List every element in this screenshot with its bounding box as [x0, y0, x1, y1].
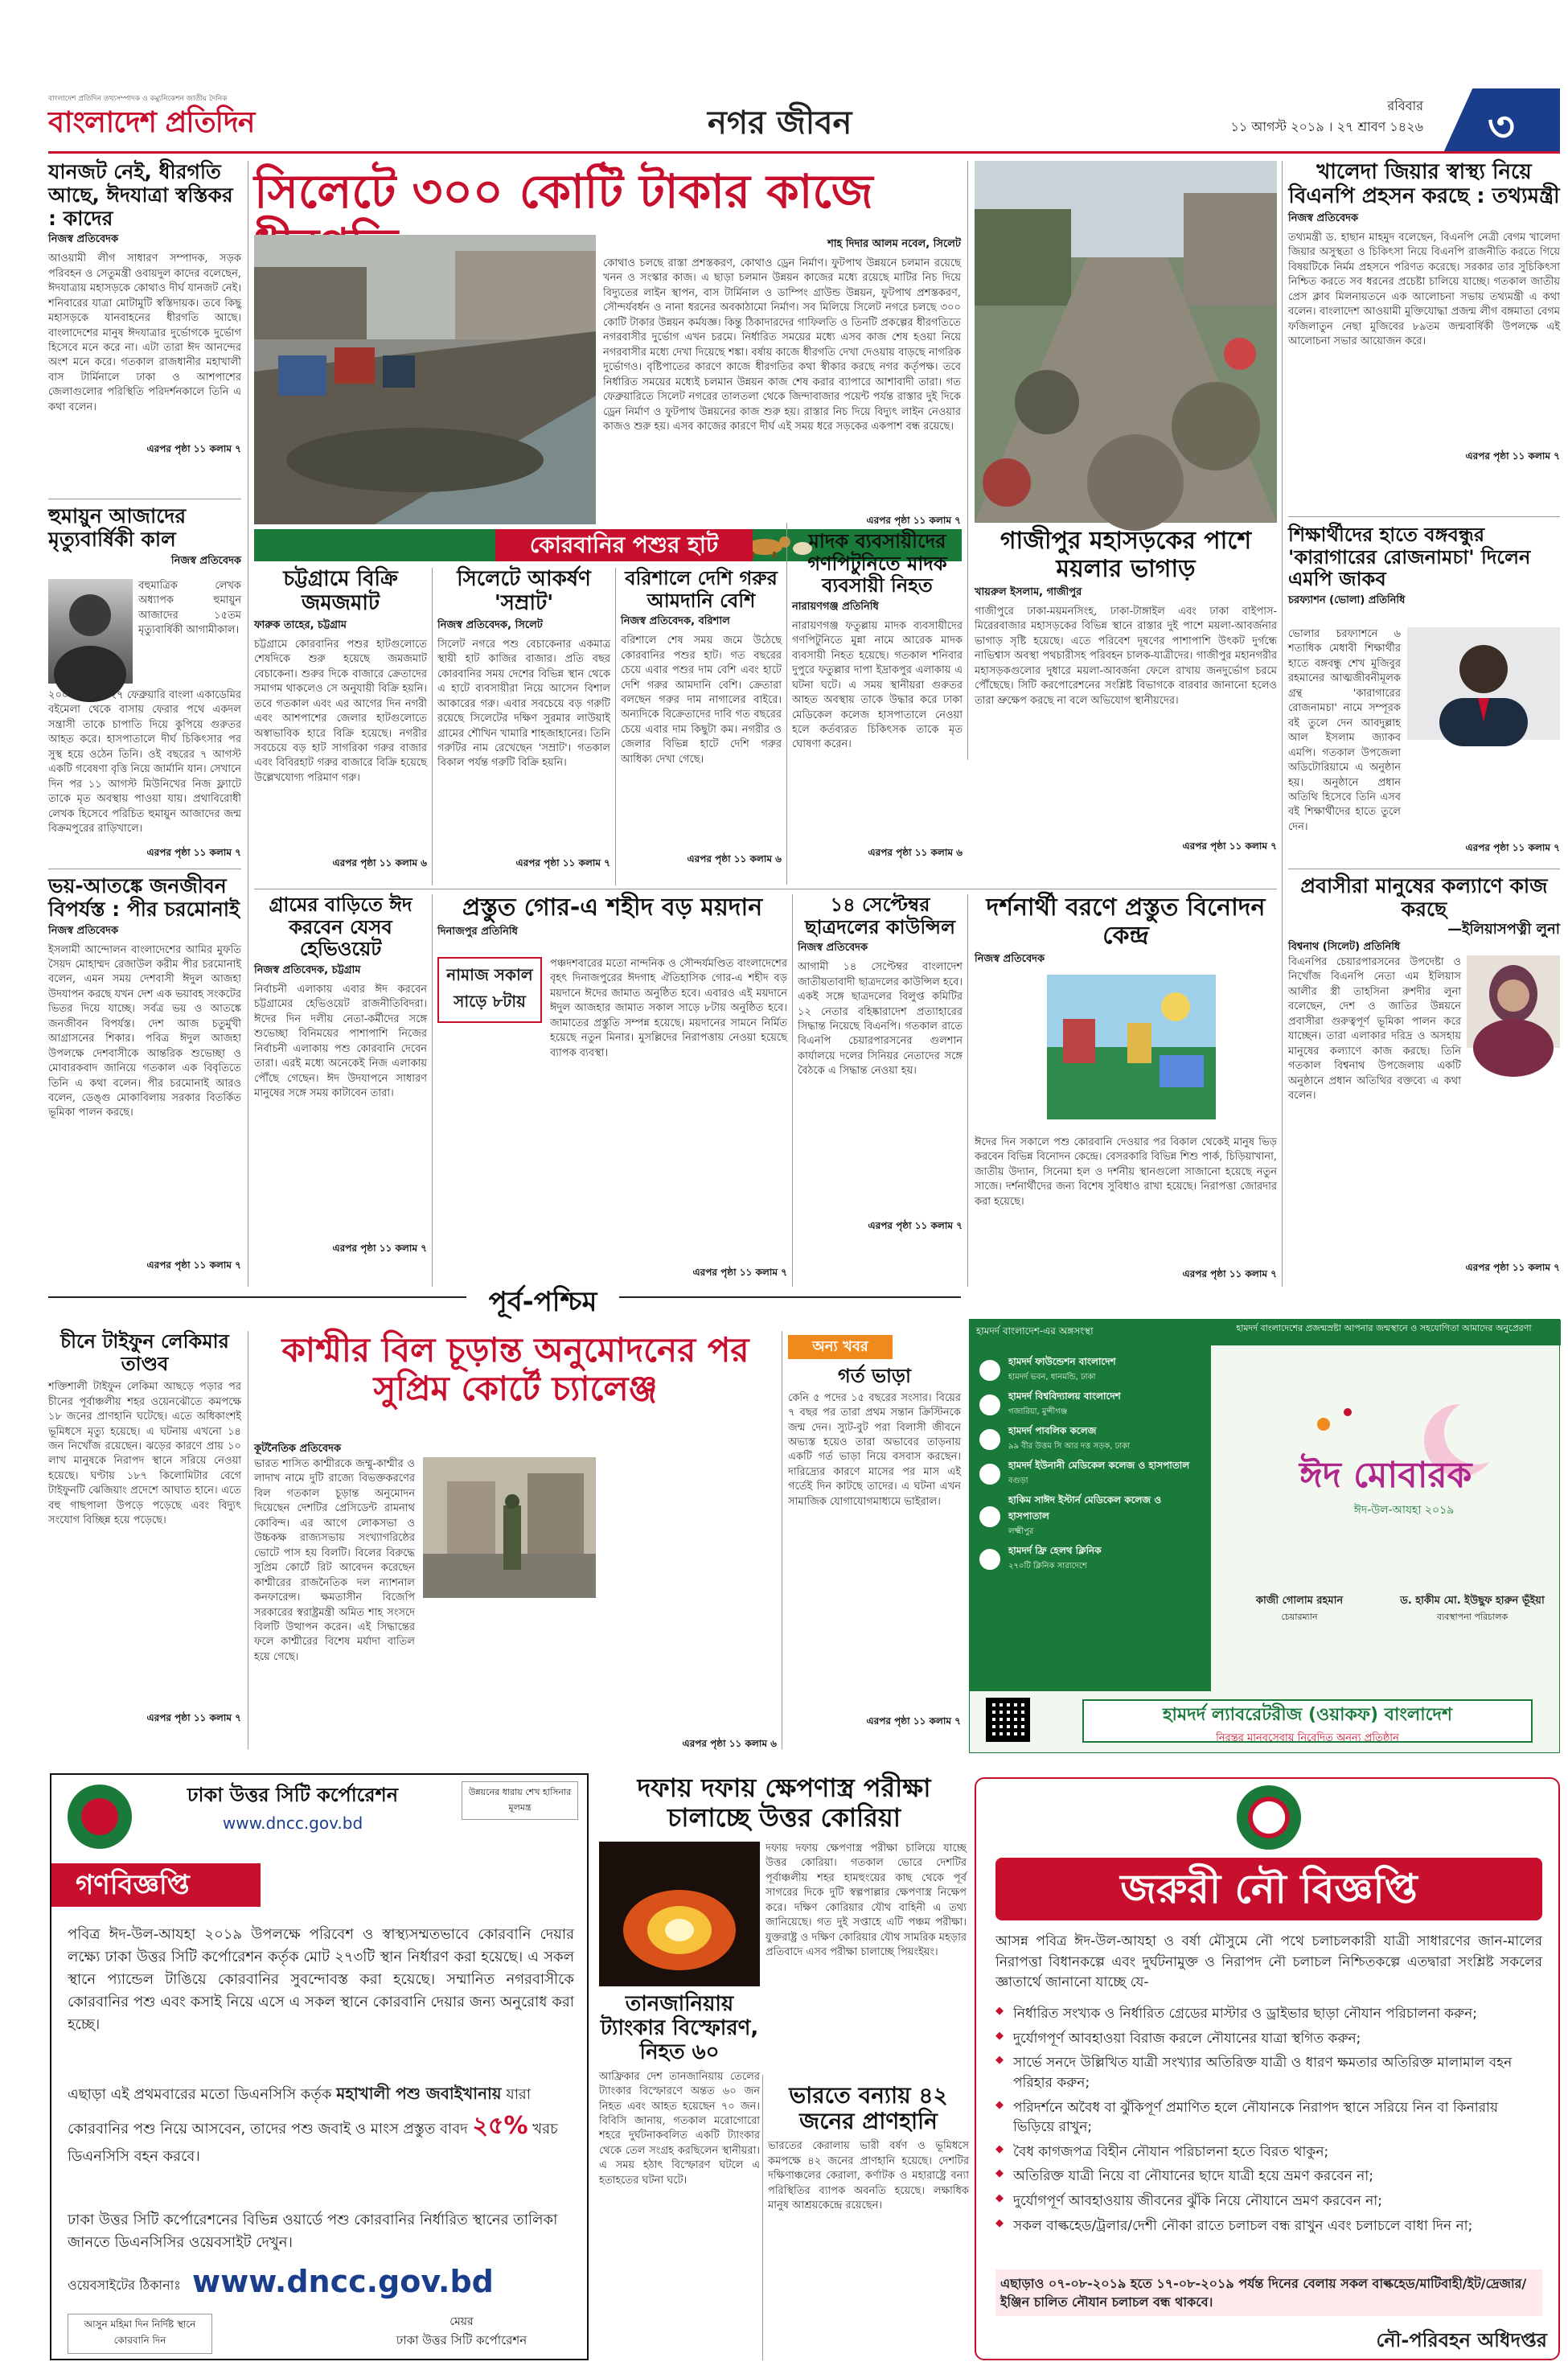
hamdard-logo-icon [978, 1358, 1002, 1382]
kashmir-headline: কাশ্মীর বিল চূড়ান্ত অনুমোদনের পর সুপ্রিম কোর্টে চ্যালেঞ্জ [281, 1330, 749, 1409]
headline: সিলেটে আকর্ষণ 'সম্রাট' [457, 567, 591, 615]
photo-caption: বহুমাত্রিক লেখক অধ্যাপক হুমায়ুন আজাদের ১৫তম মৃত্যুবার্ষিকী আগামীকাল। [138, 580, 241, 637]
gazipur-photo [975, 161, 1277, 523]
dncc-ad [50, 1773, 589, 2360]
continuation: এরপর পৃষ্ঠা ১১ কলাম ৭ [1465, 1262, 1560, 1273]
masthead-tagline: বাংলাদেশ প্রতিদিন তথ্যসম্পাদক ও কম্যুনিকেশন জাতীয় দৈনিক [48, 95, 228, 103]
article-body: শক্তিশালী টাইফুন লেকিমা আছড়ে পড়ার পর চীনের পূর্বাঞ্চলীয় শহর ওয়েনঝৌতে কমপক্ষে ১৮ জনের প্রাণহানি ঘটেছে। এতে অধিকাংশই ভূমিধসে মৃত্যু হয়েছে। এ ঘটনায় এখনো ১৪ জন নিখোঁজ রয়েছেন। ঝড়ের কারণে প্রায় ১০ লাখ মানুষকে নিরাপদ স্থানে সরিয়ে নেওয়া হয়েছে। ঘণ্টায় ১৮৭ কিলোমিটার বেগে টাইফুনটি ঝেজিয়াং প্রদেশে আঘাত হানে। এতে বহু গাছপালা উপড়ে পড়েছে এবং বিদ্যুৎ সংযোগ বিচ্ছিন্ন হয়ে পড়েছে। [48, 1381, 241, 1527]
nou-notice-ad [975, 1777, 1560, 2360]
dncc-site-link[interactable]: www.dncc.gov.bd [192, 2264, 494, 2299]
headline: গাজীপুর মহাসড়কের পাশে ময়লার ভাগাড় [999, 527, 1252, 583]
article-garta [788, 1366, 961, 1752]
article-body: আফ্রিকার দেশ তানজানিয়ায় তেলের ট্যাংকার বিস্ফোরণে অন্তত ৬০ জন নিহত এবং আহত হয়েছেন ৭০ জন। বিবিসি জানায়, গতকাল মরোগোরো শহরে দুর্ঘটনাকবলিত একটি ট্যাংকার থেকে তেল সংগ্রহ করছিলেন স্থানীয়রা। এ সময় হঠাৎ বিস্ফোরণ ঘটলে এ হতাহতের ঘটনা ঘটে। [599, 2070, 760, 2187]
hamdard-logo-icon [978, 1462, 1002, 1486]
institution-item: হামদর্দ ফ্রি হেলথ ক্লিনিক ২৭০টি ক্লিনিক সারাদেশে [978, 1544, 1203, 1574]
article-flood [768, 2083, 969, 2360]
continuation: এরপর পৃষ্ঠা ১১ কলাম ৭ [866, 1715, 961, 1727]
headline: মাদক ব্যবসায়ীদের গণপিটুনিতে মাদক ব্যবসায়ী নিহত [807, 530, 947, 598]
article-body: নারায়ণগঞ্জ ফতুল্লায় মাদক ব্যবসায়ীদের গণপিটুনিতে মুন্না নামে আরেক মাদক ব্যবসায়ী নিহত হয়েছে। গতকাল শনিবার দুপুরে ফতুল্লার দাপা ইদ্রাকপুর এলাকায় এ ঘটনা ঘটে। এ সময় স্থানীয়রা গুরুতর আহত অবস্থায় তাকে উদ্ধার করে ঢাকা মেডিকেল কলেজ হাসপাতালে নেওয়া হলে কর্তব্যরত চিকিৎসক তাকে মৃত ঘোষণা করেন। [792, 619, 963, 751]
nou-rules-list [995, 2004, 1542, 2241]
signatory-2: ড. হাকীম মো. ইউছুফ হারুন ভূঁইয়া ব্যবস্থাপনা পরিচালক [1400, 1595, 1545, 1622]
continuation: এরপর পৃষ্ঠা ১১ কলাম ৭ [146, 1259, 241, 1271]
masthead-logo: বাংলাদেশ প্রতিদিন [48, 106, 255, 139]
dncc-org: ঢাকা উত্তর সিটি কর্পোরেশন [187, 1784, 399, 1806]
dncc-paragraph-2: এছাড়া এই প্রথমবারের মতো ডিএনসিসি কর্তৃক মহাখালী পশু জবাইখানায় যারা কোরবানির পশু নিয়ে আসবেন, তাদের পশু জবাই ও মাংস প্রস্তুত বাবদ ২৫% খরচ ডিএনসিসি বহন করবে। [68, 2084, 558, 2165]
kashmir-photo [423, 1457, 596, 1598]
continuation: এরপর পৃষ্ঠা ১১ কলাম ৭ [1182, 1268, 1277, 1279]
hamdard-logo-icon [978, 1505, 1002, 1529]
continuation: এরপর পৃষ্ঠা ১১ কলাম ৭ [1465, 842, 1560, 853]
jacob-photo [1407, 627, 1560, 740]
headline: ১৪ সেপ্টেম্বর ছাত্রদলের কাউন্সিল [805, 893, 955, 939]
headline: প্রস্তুত গোর-এ শহীদ বড় ময়দান [462, 893, 763, 922]
byline: নিজস্ব প্রতিবেদক, সিলেট [437, 618, 543, 631]
park-photo [1047, 975, 1216, 1119]
nou-intro: আসন্ন পবিত্র ঈদ-উল-আযহা ও বর্ষা মৌসুমে নৌ পথে চলাচলকারী যাত্রী সাধারণের জান-মালের নিরাপত্তা বিধানকল্পে এবং দুর্ঘটনামুক্ত ও নিরাপদ নৌ চলাচল নিশ্চিতকল্পে এতদ্বারা সংশ্লিষ্ট সকলের জ্ঞাতার্থে জানানো যাচ্ছে যে- [995, 1933, 1542, 1990]
article-jacob [1288, 524, 1560, 862]
signatory-1: কাজী গোলাম রহমান চেয়ারম্যান [1255, 1595, 1344, 1622]
article-body: কেনি ৫ পদের ১৫ বছরের সংসার। বিয়ের ৭ বছর পর তারা প্রথম সন্তান ক্রিস্টিনকে জন্ম দেন। স্যুট-বুট পরা বিলাসী জীবনে অভ্যস্ত হয়েও তারা অভাবের তাড়নায় একটি গর্ত ভাড়া নিয়ে বসবাস করছেন। দারিদ্র্যের কারণে মাসের পর মাস এই গর্তেই দিন কাটছে তাদের। এ ঘটনা এখন সামাজিক যোগাযোগমাধ্যমে ভাইরাল। [788, 1391, 961, 1508]
article-body: বিএনপির চেয়ারপারসনের উপদেষ্টা ও নিখোঁজ বিএনপি নেতা এম ইলিয়াস আলীর স্ত্রী তাহসিনা রুশদীর লুনা বলেছেন, দেশ ও জাতির উন্নয়নে প্রবাসীরা গুরুত্বপূর্ণ ভূমিকা পালন করে যাচ্ছেন। তারা এলাকার দরিদ্র ও অসহায় মানুষের কল্যাণে কাজ করছে। তিনি গতকাল বিশ্বনাথ উপজেলায় একটি অনুষ্ঠানে প্রধান অতিথির বক্তব্যে এ কথা বলেন। [1288, 956, 1461, 1103]
nou-signatory: নৌ-পরিবহন অধিদপ্তর [1376, 2329, 1547, 2351]
headline: যানজট নেই, ধীরগতি আছে, ঈদযাত্রা স্বস্তিকর : কাদের [48, 160, 233, 230]
article-chhatradal [798, 894, 963, 1287]
byline: নিজস্ব প্রতিবেদক [48, 924, 119, 937]
section-title: নগর জীবন [708, 105, 852, 142]
institution-item: হাকিম সাঈদ ইস্টার্ন মেডিকেল কলেজ ও হাসপাতাল লক্ষ্মীপুর [978, 1493, 1203, 1539]
banner-label: কোরবানির পশুর হাট [495, 529, 753, 561]
institution-item: হামদর্দ ফাউন্ডেশন বাংলাদেশ হামদর্দ ভবন, ধানমন্ডি, ঢাকা [978, 1355, 1203, 1385]
continuation: এরপর পৃষ্ঠা ১১ কলাম ৭ [146, 443, 241, 455]
byline: দিনাজপুর প্রতিনিধি [437, 925, 518, 938]
eid-sub-text: ঈদ-উল-আযহা ২০১৯ [1353, 1504, 1455, 1517]
article-body: আগামী ১৪ সেপ্টেম্বর বাংলাদেশ জাতীয়তাবাদী ছাত্রদলের কাউন্সিল হবে। একই সঙ্গে ছাত্রদলের বিলুপ্ত কমিটির ১২ নেতার বহিষ্কারাদেশ প্রত্যাহারের সিদ্ধান্ত নিয়েছে বিএনপি। গতকাল রাতে বিএনপি চেয়ারপারসনের গুলশান কার্যালয়ে দলের সিনিয়র নেতাদের সঙ্গে বৈঠকে এ সিদ্ধান্ত নেওয়া হয়। [798, 961, 963, 1078]
headline: খালেদা জিয়ার স্বাস্থ্য নিয়ে বিএনপি প্রহসন করছে : তথ্যমন্ত্রী [1288, 160, 1560, 208]
byline: নিজস্ব প্রতিবেদক [1288, 212, 1359, 224]
lead-photo [254, 235, 596, 524]
section-label-purbo: পূর্ব-পশ্চিম [466, 1287, 619, 1318]
article-body-left: ভারত শাসিত কাশ্মীরকে জম্মু-কাশ্মীর ও লাদাখ নামে দুটি রাজ্যে বিভক্তকরণের বিল গতকাল চূড়ান্ত অনুমোদন দিয়েছেন দেশটির প্রেসিডেন্ট রামনাথ কোবিন্দ। এর আগে লোকসভা ও উচ্চকক্ষ রাজ্যসভায় সংখ্যাগরিষ্ঠের ভোটে পাস হয় বিলটি। বিলের বিরুদ্ধে সুপ্রিম কোর্টে রিট আবেদন করেছেন কাশ্মীরের রাজনৈতিক দল ন্যাশনাল কনফারেন্স। ক্ষমতাসীন বিজেপি সরকারের স্বরাষ্ট্রমন্ত্রী অমিত শাহ সংসদে বিলটি উত্থাপন করেন। এই সিদ্ধান্তের ফলে কাশ্মীরের বিশেষ মর্যাদা বাতিল হয়ে গেছে। [254, 1458, 415, 1663]
hamdard-institutions [970, 1345, 1211, 1691]
byline: বিশ্বনাথ (সিলেট) প্রতিনিধি [1288, 941, 1401, 954]
article-info-minister [1288, 161, 1560, 507]
eid-mubarak-text: ঈদ মোবারক [1299, 1455, 1472, 1496]
hamdard-logo-icon [978, 1427, 1002, 1452]
byline: কূটনৈতিক প্রতিবেদক [254, 1443, 342, 1455]
byline: নারায়ণগঞ্জ প্রতিনিধি [792, 600, 879, 613]
article-gor-e-shahid [437, 894, 787, 1287]
luna-photo [1467, 955, 1560, 1048]
headline: গ্রামের বাড়িতে ঈদ করবেন যেসব হেভিওয়েট [269, 893, 413, 961]
article-body: সিলেট নগরে পশু বেচাকেনার একমাত্র স্থায়ী হাট কাজির বাজার। প্রতি বছর কোরবানির সময় দেশের বিভিন্ন স্থান থেকে এ হাটে ব্যবসায়ীরা নিয়ে আসেন বিশাল আকারের গরু। এবার সবচেয়ে বড় গরুটি রয়েছে সিলেটের দক্ষিণ সুরমার লাউয়াই গ্রামের শৌখিন খামারি শাহজাহানের। তিনি গরুটির নাম রেখেছেন 'সম্রাট'। গতকাল বিকাল পর্যন্ত গরুটি বিক্রি হয়নি। [437, 638, 610, 770]
byline: খায়রুল ইসলাম, গাজীপুর [975, 586, 1082, 598]
article-body: ভারতের কেরালায় ভারী বর্ষণ ও ভূমিধসে কমপক্ষে ৪২ জনের প্রাণহানি হয়েছে। দেশটির দক্ষিণাঞ্চলের কেরালা, কর্ণাটক ও মহারাষ্ট্রে বন্যা পরিস্থিতির ব্যাপক অবনতি হয়েছে। লক্ষাধিক মানুষ আশ্রয়কেন্দ্রে রয়েছেন। [768, 2140, 969, 2212]
continuation: এরপর পৃষ্ঠা ১১ কলাম ৭ [515, 856, 610, 869]
list-item: ◆ সকল বাল্কহেড/ট্রলার/দেশী নৌকা রাতে চলাচল বন্ধ রাখুন এবং চলাচলে বাধা দিন না; [995, 2216, 1542, 2236]
masthead [48, 92, 1560, 149]
issue-date: ১১ আগস্ট ২০১৯ । ২৭ শ্রাবণ ১৪২৬ [1230, 119, 1423, 134]
dncc-footer-slogan: আসুন মহিমা দিন নির্দিষ্ট স্থানে কোরবানি দিন [68, 2314, 212, 2354]
article-body: ২০০৪ সালের ২৭ ফেব্রুয়ারি বাংলা একাডেমির বইমেলা থেকে বাসায় ফেরার পথে একদল সন্ত্রাসী তাকে চাপাতি দিয়ে কুপিয়ে গুরুতর আহত করে। হাসপাতালে দীর্ঘ চিকিৎসার পর সুস্থ হয়ে ওঠেন তিনি। ওই বছরের ৭ আগস্ট একটি গবেষণা বৃত্তি নিয়ে জার্মানি যান। সেখানে দিন পর ১১ আগস্ট মিউনিখের নিজ ফ্ল্যাটে তাকে মৃত অবস্থায় পাওয়া যায়। প্রথাবিরোধী লেখক হিসেবে পরিচিত হুমায়ুন আজাদের জন্ম বিক্রমপুরের রাড়িখালে। [48, 689, 241, 836]
headline: ভারতে বন্যায় ৪২ জনের প্রাণহানি [789, 2082, 948, 2135]
article-body: ভোলার চরফ্যাশনে ৬ শতাধিক মেধাবী শিক্ষার্থীর হাতে বঙ্গবন্ধু শেখ মুজিবুর রহমানের আত্মজীবনীমূলক গ্রন্থ 'কারাগারের রোজনামচা' নামে সম্পূরক বই তুলে দেন আবদুল্লাহ আল ইসলাম জ্যাকব এমপি। গতকাল উপজেলা অডিটোরিয়ামে এ অনুষ্ঠান হয়। অনুষ্ঠানে প্রধান অতিথি হিসেবে তিনি এসব বই শিক্ষার্থীদের হাতে তুলে দেন। [1288, 628, 1401, 833]
byline: নিজস্ব প্রতিবেদক, চট্টগ্রাম [254, 963, 361, 976]
headline: চীনে টাইফুন লেকিমার তাণ্ডব [60, 1330, 229, 1375]
article-body: গাজীপুরে ঢাকা-ময়মনসিংহ, ঢাকা-টাঙ্গাইল এবং ঢাকা বাইপাস-মিরেরবাজার মহাসড়কের বিভিন্ন স্থানে রাস্তার দুই পাশে ময়লা-আবর্জনার ভাগাড় সৃষ্টি হয়েছে। এতে পরিবেশ দূষণের পাশাপাশি উৎকট দুর্গন্ধে নাভিশ্বাস অবস্থা পথচারীসহ পরিবহন চালক-যাত্রীদের। গাজীপুর মহানগরীর মহাসড়কগুলোর দুধারে ময়লা-আবর্জনা ফেলে রাখায় জনদুর্ভোগ চরমে পৌঁছেছে। সিটি করপোরেশনের সংশ্লিষ্ট বিভাগকে বারবার জানানো হলেও তারা ভ্রুক্ষেপ করছে না বলে অভিযোগ স্থানীয়দের। [975, 606, 1277, 707]
lead-story [603, 235, 961, 524]
article-body: চট্টগ্রামে কোরবানির পশুর হাটগুলোতে শেষদিকে শুরু হয়েছে জমজমাট বেচাকেনা। শুরুর দিকে বাজারে ক্রেতাদের সমাগম থাকলেও সে অনুযায়ী বিক্রি হয়নি। তবে গতকাল এবং এর আগের দিন নগরী এবং আশপাশের জেলার হাটগুলোতে অস্বাভাবিক হারে বিক্রি হয়েছে। নগরীর সবচেয়ে বড় হাট সাগরিকা গরুর বাজার এবং বিবিরহাট গরুর বাজারে বিক্রি হয়েছে উল্লেখযোগ্য পরিমাণ গরু। [254, 638, 427, 784]
institution-item: হামদর্দ পাবলিক কলেজ ৯৯ বীর উত্তম সি আর দত্ত সড়ক, ঢাকা [978, 1424, 1203, 1454]
article-typhoon [48, 1331, 241, 1749]
article-kader [48, 161, 241, 495]
list-item: ◆ নির্ধারিত সংখ্যক ও নির্ধারিত গ্রেডের মাস্টার ও ড্রাইভার ছাড়া নৌযান পরিচালনা করুন; [995, 2004, 1542, 2024]
byline: নিজস্ব প্রতিবেদক, বরিশাল [621, 615, 730, 628]
issue-day: রবিবার [1387, 98, 1423, 113]
list-item: ◆ পরিদর্শনে অবৈধ বা ঝুঁকিপূর্ণ প্রমাণিত হলে নৌযানকে নিরাপদ স্থানে সরিয়ে নিন বা কিনারায় ভিড়িয়ে রাখুন; [995, 2098, 1542, 2138]
article-body: নির্বাচনী এলাকায় এবার ঈদ করবেন চট্টগ্রামের হেভিওয়েট রাজনীতিবিদরা। ঈদের দিন দলীয় নেতা-কর্মীদের সঙ্গে শুভেচ্ছা বিনিময়ের পাশাপাশি নিজের নির্বাচনী এলাকায় পশু কোরবানি দেবেন তারা। এরই মধ্যে অনেকেই নিজ এলাকায় পৌঁছে গেছেন। ঈদ উদযাপনে সাধারণ মানুষের সঙ্গে সময় কাটাবেন তারা। [254, 983, 427, 1099]
continuation: এরপর পৃষ্ঠা ১১ কলাম ৬ [332, 856, 427, 869]
korea-body: দফায় দফায় ক্ষেপণাস্ত্র পরীক্ষা চালিয়ে যাচ্ছে উত্তর কোরিয়া। গতকাল ভোরে দেশটির পূর্বাঞ্চলীয় শহর হামহুংয়ের কাছ থেকে পূর্ব সাগরের দিকে দুটি স্বল্পপাল্লার ক্ষেপণাস্ত্র নিক্ষেপ করে। দক্ষিণ কোরিয়ার যৌথ বাহিনী এ তথ্য জানিয়েছে। গত দুই সপ্তাহে এটি পঞ্চম পরীক্ষা। যুক্তরাষ্ট্র ও দক্ষিণ কোরিয়ার যৌথ সামরিক মহড়ার প্রতিবাদে এসব পরীক্ষা চালাচ্ছে পিয়ংইয়ং। [766, 1842, 967, 1959]
continuation: এরপর পৃষ্ঠা ১১ কলাম ৭ [868, 1220, 963, 1232]
byline: ফারুক তাহের, চট্টগ্রাম [254, 618, 347, 631]
article-luna [1288, 875, 1560, 1285]
list-item: ◆ অতিরিক্ত যাত্রী নিয়ে বা নৌযানের ছাদে যাত্রী হয়ে ভ্রমণ করবেন না; [995, 2167, 1542, 2187]
quote-attribution: —ইলিয়াসপত্নী লুনা [1447, 920, 1560, 938]
dncc-badge: উন্নয়নের ধারায় শেখ হাসিনার মূলমন্ত্র [462, 1781, 578, 1820]
continuation: এরপর পৃষ্ঠা ১১ কলাম ৭ [1465, 450, 1560, 462]
eid-mubarak-graphic [1275, 1392, 1517, 1529]
headline: তানজানিয়ায় ট্যাংকার বিস্ফোরণ, নিহত ৬০ [600, 1992, 759, 2064]
headline: ভয়-আতঙ্কে জনজীবন বিপর্যস্ত : পীর চরমোনাই [48, 874, 240, 921]
hamdard-ad [969, 1319, 1560, 1753]
continuation: এরপর পৃষ্ঠা ১১ কলাম ৬ [687, 853, 782, 865]
continuation: এরপর পৃষ্ঠা ১১ কলাম ৭ [332, 1242, 427, 1254]
article-humayun [48, 505, 241, 863]
onno-khobor-label: অন্য খবর [788, 1335, 893, 1359]
institution-item: হামদর্দ ইউনানী মেডিকেল কলেজ ও হাসপাতাল বগুড়া [978, 1459, 1203, 1489]
headline: গর্ত ভাড়া [837, 1365, 912, 1387]
article-body: ইসলামী আন্দোলন বাংলাদেশের আমির মুফতি সৈয়দ মোহাম্মদ রেজাউল করীম পীর চরমোনাই বলেন, এমন সময় দেশবাসী ঈদুল আজহা উদযাপন করছে যখন দেশ এক ভয়াবহ সংকটের ভিতর দিয়ে যাচ্ছে। সর্বত্র ভয় ও আতঙ্কে জনজীবন বিপর্যস্ত। দেশ আজ চতুর্মুখী আগ্রাসনের শিকার। পবিত্র ঈদুল আজহা উপলক্ষে দেশবাসীকে আন্তরিক শুভেচ্ছা ও মোবারকবাদ জানিয়ে গতকাল এক বিবৃতিতে তিনি এ কথা বলেন। পীর চরমোনাই আরও বলেন, ডেঙ্গু মোকাবিলায় সরকার বিতর্কিত ভূমিকা পালন করছে। [48, 943, 241, 1119]
hamdard-top-label: হামদর্দ বাংলাদেশ-এর অঙ্গসংস্থা [976, 1325, 1094, 1337]
list-item: ◆ বৈধ কাগজপত্র বিহীন নৌযান পরিচালনা হতে বিরত থাকুন; [995, 2142, 1542, 2162]
headline: শিক্ষার্থীদের হাতে বঙ্গবন্ধুর 'কারাগারের রোজনামচা' দিলেন এমপি জাকব [1288, 524, 1531, 591]
continuation: এরপর পৃষ্ঠা ১১ কলাম ৬ [682, 1738, 777, 1749]
lead-headline: সিলেটে ৩০০ কোটি টাকার কাজে [254, 164, 873, 219]
continuation: এরপর পৃষ্ঠা ১১ কলাম ৭ [146, 847, 241, 858]
dncc-mayor: মেয়র ঢাকা উত্তর সিটি কর্পোরেশন [396, 2315, 527, 2347]
hamdard-top-band [970, 1320, 1561, 1345]
continuation: এরপর পৃষ্ঠা ১১ কলাম ৭ [146, 1712, 241, 1724]
hamdard-logo-icon [978, 1547, 1002, 1571]
dncc-paragraph-3: ঢাকা উত্তর সিটি কর্পোরেশনের বিভিন্ন ওয়ার্ডে পশু কোরবানির নির্ধারিত স্থানের তালিকা জানতে ডিএনসিসির ওয়েবসাইট দেখুন। [68, 2212, 558, 2251]
article-body-right [604, 1440, 777, 1729]
dncc-site-label: ওয়েবসাইটের ঠিকানাঃ [68, 2277, 181, 2293]
byline: নিজস্ব প্রতিবেদক [798, 942, 868, 955]
article-sylhet-samrat [437, 568, 610, 885]
qr-code-icon [986, 1698, 1030, 1742]
institution-item: হামদর্দ বিশ্ববিদ্যালয় বাংলাদেশ গজারিয়া, মুন্সীগঞ্জ [978, 1390, 1203, 1419]
headline: চট্টগ্রামে বিক্রি জমজমাট [283, 567, 398, 615]
continuation: এরপর পৃষ্ঠা ১১ কলাম ৬ [868, 846, 963, 858]
article-heavyweight [254, 894, 427, 1287]
article-body: আওয়ামী লীগ সাধারণ সম্পাদক, সড়ক পরিবহন ও সেতুমন্ত্রী ওবায়দুল কাদের বলেছেন, ঈদযাত্রায় মহাসড়কে কোথাও দীর্ঘ যানজট নেই। শনিবারের যাত্রা মোটামুটি স্বস্তিদায়ক। তবে কিছু মহাসড়কে যানবাহনের ধীরগতি আছে। বাংলাদেশের মানুষ ঈদযাত্রার দুর্ভোগকে দুর্ভোগ হিসেবে মনে করে না। এটা তারা ঈদ আনন্দের অংশ মনে করে। গতকাল রাজধানীর মহাখালী বাস টার্মিনালে ঢাকা ও আশপাশের জেলাগুলোর পরিস্থিতি পরিদর্শনকালে তিনি এ কথা বলেন। [48, 253, 241, 413]
article-charmonai [48, 875, 241, 1285]
dncc-title: গণবিজ্ঞপ্তি [51, 1863, 261, 1907]
hamdard-signatures [1219, 1593, 1557, 1657]
article-body: তথ্যমন্ত্রী ড. হাছান মাহমুদ বলেছেন, বিএনপি নেত্রী বেগম খালেদা জিয়ার অসুস্থতা ও চিকিৎসা নিয়ে বিএনপি রাজনীতি করতে গিয়ে বিষয়টিকে নির্মম প্রহসনে পরিণত করেছে। সরকার তার সুচিকিৎসা নিশ্চিত করতে সব ধরনের প্রচেষ্টা চালিয়ে যাচ্ছে। গতকাল জাতীয় প্রেস ক্লাব মিলনায়তনে এক আলোচনা সভায় তথ্যমন্ত্রী এ কথা বলেন। বাংলাদেশ আওয়ামী মুক্তিযোদ্ধা প্রজন্ম লীগ বঙ্গমাতা বেগম ফজিলাতুন নেছা মুজিবের ৮৯তম জন্মবার্ষিকী উপলক্ষে এই আলোচনা সভার আয়োজন করে। [1288, 231, 1560, 347]
hamdard-lab-name: হামদর্দ ল্যাবরেটরীজ (ওয়াকফ) বাংলাদেশ [1162, 1705, 1453, 1725]
byline: নিজস্ব প্রতিবেদক [975, 953, 1045, 965]
article-madok [792, 531, 963, 885]
article-gazipur [975, 528, 1277, 885]
article-body: বরিশালে শেষ সময় জমে উঠেছে কোরবানির পশুর হাট। গত বছরের চেয়ে এবার পশুর দাম বেশি এবং হাটে দেশি গরুর আমদানি বেশি। ক্রেতারা বলছেন গরুর দাম নাগালের বাইরে। অন্যদিকে বিক্রেতাদের দাবি গত বছরের চেয়ে এবার দাম কিছুটা কম। নগরীর ও জেলার বিভিন্ন হাটে দেশি গরুর আধিক্য দেখা গেছে। [621, 635, 782, 766]
list-item: ◆ দুর্যোগপূর্ণ আবহাওয়া বিরাজ করলে নৌযানের যাত্রা স্থগিত করুন; [995, 2029, 1542, 2049]
continuation: এরপর পৃষ্ঠা ১১ কলাম ৭ [692, 1267, 787, 1278]
article-body: ঈদের দিন সকালে পশু কোরবানি দেওয়ার পর বিকাল থেকেই মানুষ ভিড় করবেন বিভিন্ন বিনোদন কেন্দ্রে। বেসরকারি বিভিন্ন শিশু পার্ক, চিড়িয়াখানা, জাতীয় উদ্যান, সিনেমা হল ও দর্শনীয় স্থানগুলো সাজানো হয়েছে নতুন সাজে। দর্শনার্থীদের জন্য বিশেষ সুবিধাও রাখা হয়েছে। নিরাপত্তা জোরদার করা হয়েছে। [975, 1136, 1277, 1208]
hamdard-bottom [1082, 1699, 1533, 1743]
continuation: এরপর পৃষ্ঠা ১১ কলাম ৭ [866, 515, 961, 526]
article-body-2 [1288, 745, 1560, 826]
headline: দর্শনার্থী বরণে প্রস্তুত বিনোদন কেন্দ্র [986, 893, 1266, 950]
article-kashmir [254, 1440, 777, 1753]
hamdard-top-label-2: হামদর্দ বাংলাদেশের প্রজন্মস্রষ্টা আপনার জন্মস্থানে ও সহযোগিতা আমাদের অনুপ্রেরণা [1236, 1323, 1532, 1333]
humayun-photo [48, 579, 133, 684]
article-tanker [599, 1993, 760, 2359]
headline: প্রবাসীরা মানুষের কল্যাণে কাজ করছে [1300, 874, 1548, 921]
korea-headline: দফায় দফায় ক্ষেপণাস্ত্র পরীক্ষা চালাচ্ছে উত্তর কোরিয়া [637, 1772, 931, 1833]
byline: চরফ্যাশন (ভোলা) প্রতিনিধি [1288, 594, 1406, 606]
dncc-paragraph-1: পবিত্র ঈদ-উল-আযহা ২০১৯ উপলক্ষে পরিবেশ ও স্বাস্থ্যসম্মতভাবে কোরবানি দেয়ার লক্ষ্যে ঢাকা উত্তর সিটি কর্পোরেশন কর্তৃক মোট ২৭৩টি স্থান নির্ধারণ করা হয়েছে। এ সকল স্থানে প্যান্ডেল টাঙিয়ে কোরবানির সুবন্দোবস্ত করা হয়েছে। সম্মানিত নগরবাসীকে কোরবানির পশু এবং কসাই নিয়ে এসে এ সকল স্থানে কোরবানি দেয়ার জন্য অনুরোধ করা হচ্ছে। [68, 1926, 574, 2033]
article-barishal-haat [621, 568, 782, 885]
headline: হুমায়ুন আজাদের মৃত্যুবার্ষিকী কাল [48, 504, 187, 551]
article-ctg-haat [254, 568, 427, 885]
article-binodon [975, 894, 1277, 1287]
nou-title: জরুরী নৌ বিজ্ঞপ্তি [995, 1858, 1542, 1920]
bd-govt-seal-icon [1237, 1785, 1301, 1850]
dncc-web-top: www.dncc.gov.bd [222, 1813, 363, 1833]
nou-special-notice: এছাড়াও ০৭-০৮-২০১৯ হতে ১৭-০৮-২০১৯ পর্যন্ত দিনের বেলায় সকল বাল্কহেড/মাটিবাহী/ইট/দ্রেজার/ইঞ্জিন চালিত নৌযান চলাচল বন্ধ থাকবে। [995, 2269, 1542, 2316]
continuation: এরপর পৃষ্ঠা ১১ কলাম ৭ [1182, 840, 1277, 852]
byline: নিজস্ব প্রতিবেদক [48, 233, 119, 246]
article-body: পঞ্চদশবারের মতো নান্দনিক ও সৌন্দর্যমণ্ডিত বাংলাদেশের বৃহৎ দিনাজপুরের ঈদগাহ ঐতিহাসিক গোর-এ শহীদ বড় ময়দানে ঈদের জামাত অনুষ্ঠিত হবে। এবারও এই ময়দানে ঈদুল আজহার জামাত সকাল সাড়ে ৮টায় অনুষ্ঠিত হবে। জামাতের প্রস্তুতি সম্পন্ন হয়েছে। ময়দানের সামনে নির্মিত হয়েছে নতুন মিনার। মুসল্লিদের নিরাপত্তায় নেওয়া হয়েছে ব্যাপক ব্যবস্থা। [550, 958, 787, 1059]
byline: শাহ দিদার আলম নবেল, সিলেট [827, 238, 961, 250]
list-item: ◆ দুর্যোগপূর্ণ আবহাওয়ায় জীবনের ঝুঁকি নিয়ে নৌযানে ভ্রমণ করবেন না; [995, 2191, 1542, 2212]
hamdard-slogan: নিরন্তর মানবসেবায় নিবেদিত অনন্য প্রতিষ্ঠান [1216, 1732, 1399, 1744]
byline: নিজস্ব প্রতিবেদক [170, 554, 241, 567]
article-body: কোথাও চলছে রাস্তা প্রশস্তকরণ, কোথাও ড্রেন নির্মাণ। ফুটপাথ উন্নয়নে চলমান রয়েছে খনন ও সংস্কার কাজ। এ ছাড়া চলমান উন্নয়ন কাজের মধ্যে রয়েছে মাটির নিচ দিয়ে বিদ্যুতের লাইন স্থাপন, বাস টার্মিনাল ও ডাম্পিং গ্রাউন্ড উন্নয়ন, ফুটপাথ প্রশস্তকরণ, সৌন্দর্যবর্ধন ও নানা ধরনের অবকাঠামো নির্মাণ। সব মিলিয়ে সিলেট নগরে চলছে ৩০০ কোটি টাকার উন্নয়ন কর্মযজ্ঞ। কিন্তু ঠিকাদারদের গাফিলতি ও তিনটি প্রকল্পের ধীরগতিতে নগরবাসীর দুর্ভোগ এখন চরমে। নির্ধারিত সময়ের মধ্যে এসব কাজ শেষ হওয়া নিয়ে নগরবাসীর মধ্যে দেখা দিয়েছে শঙ্কা। বর্ষায় কাজে ধীরগতি দেখা দেওয়ায় বাড়ছে নাগরিক দুর্ভোগও। বৃষ্টিপাতের কারণে কাজে ধীরগতির কথা স্বীকার করছে নগর কর্তৃপক্ষ। তবে নির্ধারিত সময়ের মধ্যেই চলমান উন্নয়ন কাজ শেষ করার ব্যাপারে আশাবাদী তারা। গত ফেব্রুয়ারিতে সিলেট নগরের তালতলা থেকে জিন্দাবাজার পয়েন্ট পর্যন্ত রাস্তার দুই দিকে ড্রেন নির্মাণ ও ফুটপাথ উন্নয়নের কাজ শুরু হয়। রাস্তার নিচ দিয়ে বিদ্যুৎ লাইন নেওয়ার কাজও শুরু হয়। এসব কাজের কারণে দীর্ঘ এই সময় ধরে সড়কের একপাশ বন্ধ রয়েছে। [603, 257, 961, 433]
dncc-logo-icon [68, 1785, 132, 1849]
missile-photo [599, 1842, 760, 1986]
headline: বরিশালে দেশি গরুর আমদানি বেশি [625, 567, 778, 612]
page-number: ৩ [1488, 103, 1515, 151]
namaz-time-box: নামাজ সকাল সাড়ে ৮টায় [437, 957, 542, 1023]
hamdard-logo-icon [978, 1393, 1002, 1417]
list-item: ◆ সার্ভে সনদে উল্লিখিত যাত্রী সংখ্যার অতিরিক্ত যাত্রী ও ধারণ ক্ষমতার অতিরিক্ত মালামাল বহন পরিহার করুন; [995, 2053, 1542, 2093]
